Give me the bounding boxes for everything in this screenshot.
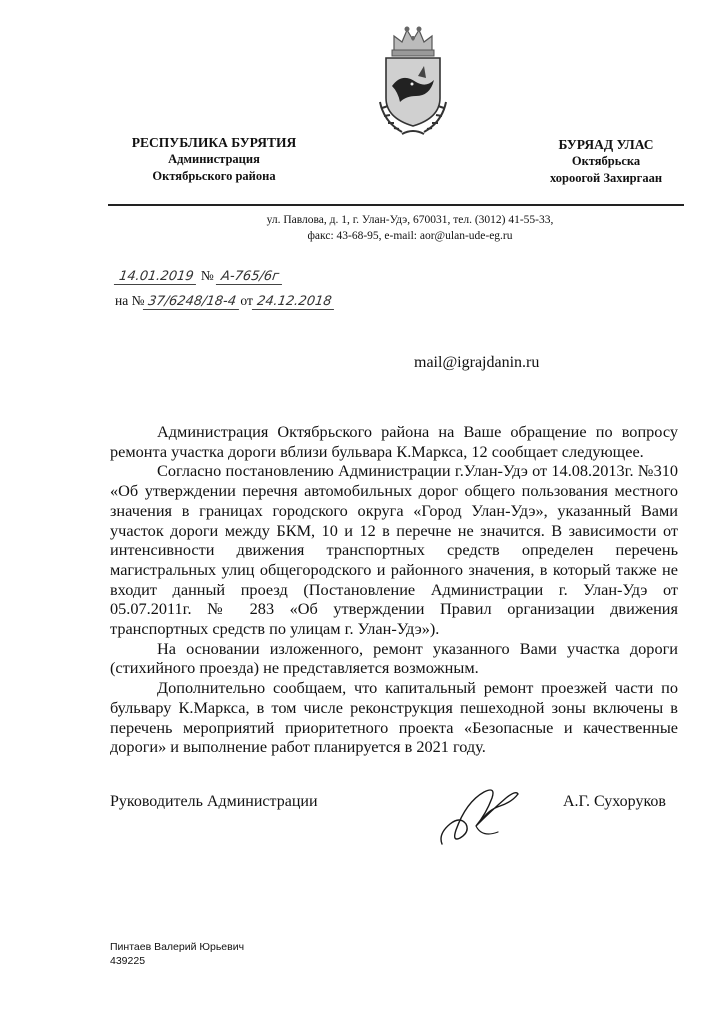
outgoing-number: А-765/6г xyxy=(216,269,284,285)
outgoing-reference xyxy=(115,268,283,285)
address-block xyxy=(200,212,620,244)
recipient-email: mail@igrajdanin.ru xyxy=(414,354,540,371)
handwritten-signature xyxy=(436,780,526,852)
reply-prefix: на № xyxy=(115,293,145,308)
address-line: ул. Павлова, д. 1, г. Улан-Удэ, 670031, тел. (3012) 41-55-33, xyxy=(266,214,554,226)
coat-of-arms-icon xyxy=(372,22,454,140)
letter-body xyxy=(110,422,678,757)
body-paragraph: На основании изложенного, ремонт указанного Вами участка дороги (стихийного проезда) не представляется возможным. xyxy=(110,638,678,678)
executor-block xyxy=(110,940,244,968)
reply-from: от xyxy=(240,293,253,308)
number-sign: № xyxy=(200,268,214,283)
signer-name: А.Г. Сухоруков xyxy=(563,793,666,810)
header-right xyxy=(532,136,680,187)
executor-name: Пинтаев Валерий Юрьевич xyxy=(110,941,245,953)
body-paragraph: Согласно постановлению Администрации г.Улан-Удэ от 14.08.2013г. №310 «Об утверждении перечня автомобильных дорог общего пользования местного значения в границах городского округа «Город Улан-Удэ», указанный Вами участок дороги между БКМ, 10 и 12 в перечне не значится. В зависимости от интенсивности движения транспортных средств определен перечень магистральных улиц общегородского и районного значения, в который также не входит данный проезд (Постановление Администрации г. Улан-Удэ от 05.07.2011г. № 283 «Об утверждении Правил организации движения транспортных средств по улицам г. Улан-Удэ»). xyxy=(110,461,678,639)
incoming-number: 37/6248/18-4 xyxy=(143,294,241,310)
header-right-republic: БУРЯАД УЛАС xyxy=(558,137,654,152)
header-left-administration: Администрация xyxy=(168,152,260,166)
header-left xyxy=(108,134,320,185)
body-paragraph: Администрация Октябрьского района на Ваше обращение по вопросу ремонта участка дороги вблизи бульвара К.Маркса, 12 сообщает следующее. xyxy=(110,422,678,461)
signer-title: Руководитель Администрации xyxy=(110,793,318,810)
executor-phone: 439225 xyxy=(110,955,146,967)
header-right-administration: хороогой Захиргаан xyxy=(549,171,663,185)
header-right-district: Октябрьска xyxy=(571,154,641,168)
incoming-reference xyxy=(115,293,335,310)
contact-line: факс: 43-68-95, e-mail: aor@ulan-ude-eg.ru xyxy=(307,230,513,242)
incoming-date: 24.12.2018 xyxy=(252,294,337,310)
header-left-republic: РЕСПУБЛИКА БУРЯТИЯ xyxy=(131,135,297,150)
header-divider xyxy=(108,204,684,206)
body-paragraph: Дополнительно сообщаем, что капитальный ремонт проезжей части по бульвару К.Маркса, в том числе реконструкция пешеходной зоны включены в перечень мероприятий приоритетного проекта «Безопасные и качественные дороги» и выполнение работ планируется в 2021 году. xyxy=(110,678,678,757)
header-left-district: Октябрьского района xyxy=(152,169,276,183)
outgoing-date: 14.01.2019 xyxy=(114,269,199,285)
